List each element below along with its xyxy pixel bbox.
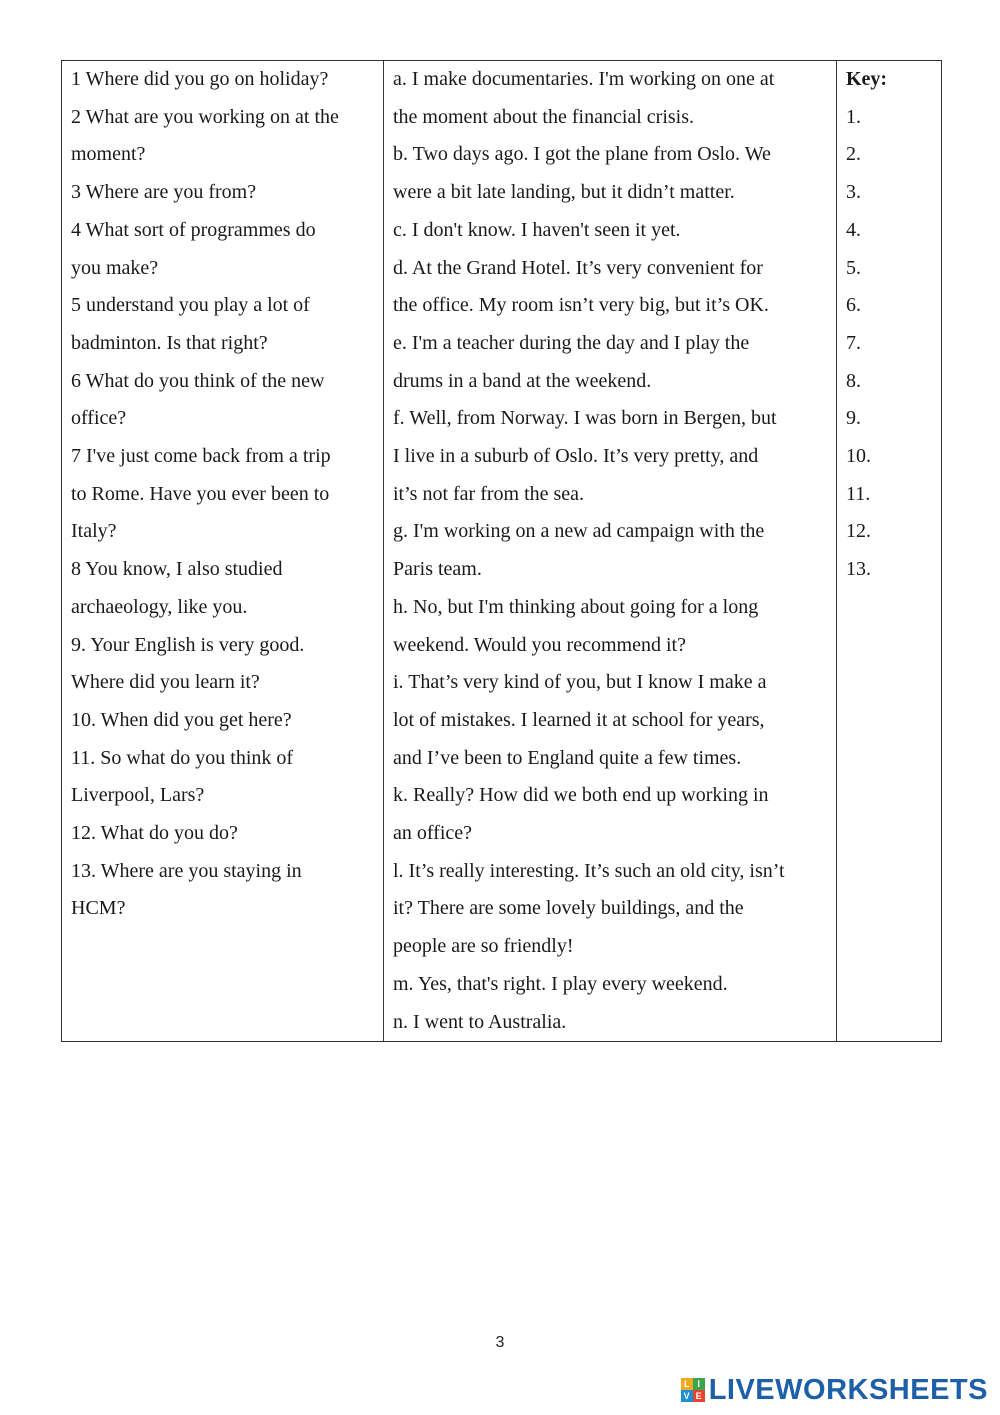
answer-line: m. Yes, that's right. I play every weekend.	[393, 972, 728, 995]
key-answer-slot: 2.	[846, 143, 861, 166]
liveworksheets-logo	[681, 1373, 988, 1407]
answer-line: e. I'm a teacher during the day and I play the	[393, 331, 750, 354]
key-answer-slot: 3.	[846, 181, 861, 204]
question-line: 1 Where did you go on holiday?	[71, 68, 329, 90]
key-title: Key:	[846, 68, 888, 90]
questions-list	[62, 61, 383, 928]
answer-line: drums in a band at the weekend.	[393, 369, 652, 392]
answer-line: l. It’s really interesting. It’s such an old city, isn’t	[393, 859, 785, 882]
question-line: HCM?	[71, 897, 126, 920]
brand-name: LIVEWORKSHEETS	[708, 1373, 988, 1406]
page-number: 3	[495, 1334, 505, 1351]
questions-column	[62, 61, 384, 1042]
matching-table	[61, 60, 942, 1042]
brand-icon-tile: E	[693, 1390, 705, 1402]
answer-line: I live in a suburb of Oslo. It’s very pretty, and	[393, 445, 759, 468]
question-line: 2 What are you working on at the	[71, 105, 339, 128]
key-answer-slot: 7.	[846, 331, 861, 354]
answer-line: k. Really? How did we both end up working in	[393, 784, 769, 807]
question-line: badminton. Is that right?	[71, 331, 268, 354]
key-list	[837, 61, 941, 589]
answer-line: an office?	[393, 822, 473, 845]
key-answer-slot: 9.	[846, 407, 861, 430]
brand-icon-tile: I	[693, 1378, 705, 1390]
answer-line: h. No, but I'm thinking about going for a long	[393, 595, 759, 618]
question-line: you make?	[71, 256, 159, 279]
question-line: 3 Where are you from?	[71, 181, 257, 204]
answer-line: and I’ve been to England quite a few times.	[393, 746, 742, 769]
brand-icon-tile: L	[681, 1378, 693, 1390]
liveworksheets-grid-icon	[681, 1378, 705, 1402]
question-line: 10. When did you get here?	[71, 708, 292, 731]
brand-icon-tile: V	[681, 1390, 693, 1402]
answer-line: it? There are some lovely buildings, and the	[393, 897, 744, 920]
question-line: archaeology, like you.	[71, 595, 248, 618]
question-line: 8 You know, I also studied	[71, 558, 283, 581]
answer-line: g. I'm working on a new ad campaign with the	[393, 520, 765, 543]
key-answer-slot: 1.	[846, 105, 861, 128]
answer-line: the office. My room isn’t very big, but it’s OK.	[393, 294, 769, 317]
question-line: 9. Your English is very good.	[71, 633, 305, 656]
answer-line: d. At the Grand Hotel. It’s very convenient for	[393, 256, 763, 279]
key-answer-slot: 13.	[846, 558, 871, 581]
question-line: 4 What sort of programmes do	[71, 218, 316, 241]
question-line: office?	[71, 407, 127, 430]
answer-line: people are so friendly!	[393, 935, 574, 958]
answer-line: weekend. Would you recommend it?	[393, 633, 686, 656]
key-answer-slot: 10.	[846, 445, 871, 468]
answers-column	[384, 61, 837, 1042]
answer-line: i. That’s very kind of you, but I know I make a	[393, 671, 767, 694]
table-row	[62, 61, 942, 1042]
question-line: 13. Where are you staying in	[71, 859, 302, 882]
question-line: to Rome. Have you ever been to	[71, 482, 330, 505]
key-answer-slot: 5.	[846, 256, 861, 279]
answer-line: it’s not far from the sea.	[393, 482, 585, 505]
answer-line: were a bit late landing, but it didn’t matter.	[393, 181, 735, 204]
key-answer-slot: 6.	[846, 294, 861, 317]
question-line: 5 understand you play a lot of	[71, 294, 310, 317]
answer-line: lot of mistakes. I learned it at school for years,	[393, 708, 765, 731]
answer-line: c. I don't know. I haven't seen it yet.	[393, 218, 681, 241]
question-line: 7 I've just come back from a trip	[71, 445, 331, 468]
answer-line: a. I make documentaries. I'm working on one at	[393, 68, 775, 90]
answer-line: the moment about the financial crisis.	[393, 105, 695, 128]
question-line: 12. What do you do?	[71, 822, 238, 845]
question-line: Where did you learn it?	[71, 671, 260, 694]
question-line: 11. So what do you think of	[71, 746, 294, 769]
answer-line: Paris team.	[393, 558, 482, 581]
answer-line: f. Well, from Norway. I was born in Bergen, but	[393, 407, 777, 430]
key-answer-slot: 12.	[846, 520, 871, 543]
answer-line: n. I went to Australia.	[393, 1010, 567, 1033]
key-answer-slot: 11.	[846, 482, 871, 505]
question-line: Liverpool, Lars?	[71, 784, 205, 807]
key-answer-slot: 8.	[846, 369, 861, 392]
key-column	[837, 61, 942, 1042]
question-line: Italy?	[71, 520, 117, 543]
key-answer-slot: 4.	[846, 218, 861, 241]
answers-list	[384, 61, 836, 1041]
answer-line: b. Two days ago. I got the plane from Oslo. We	[393, 143, 771, 166]
question-line: moment?	[71, 143, 146, 166]
question-line: 6 What do you think of the new	[71, 369, 325, 392]
